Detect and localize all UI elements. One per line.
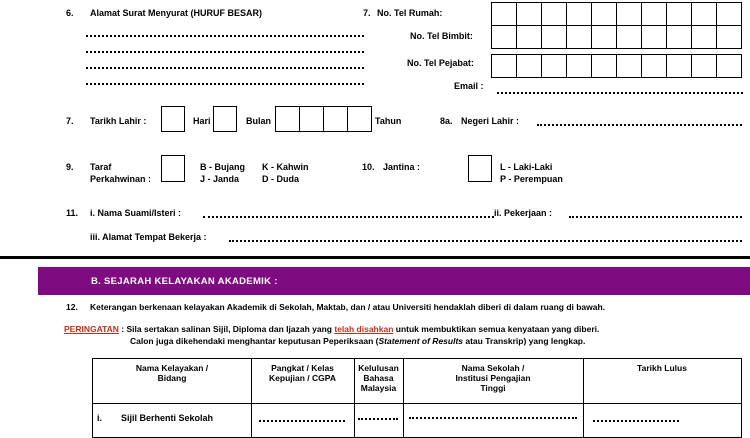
gender-label: Jantina : — [383, 162, 421, 172]
dob-year-grid[interactable] — [275, 106, 371, 131]
phone-mobile-label: No. Tel Bimbit: — [410, 31, 473, 41]
table-row-1-school-field[interactable] — [409, 417, 577, 419]
dob-number: 7. — [66, 116, 74, 126]
phone-office-grid[interactable] — [491, 54, 741, 77]
warning-text-4: atau Transkrip) yang lengkap. — [463, 336, 586, 346]
marital-option-b: B - Bujang — [200, 162, 245, 172]
address-number: 6. — [66, 8, 74, 18]
marital-label-2: Perkahwinan : — [90, 174, 152, 184]
address-line-1[interactable] — [86, 35, 364, 37]
warning-line-1 — [64, 324, 599, 334]
dob-day-box[interactable] — [161, 106, 185, 132]
address-line-4[interactable] — [86, 83, 364, 85]
spouse-work-address-label: iii. Alamat Tempat Bekerja : — [90, 232, 207, 242]
gender-option-p: P - Perempuan — [500, 174, 563, 184]
dob-month-box[interactable] — [213, 106, 237, 132]
marital-label-1: Taraf — [90, 162, 112, 172]
address-line-2[interactable] — [86, 51, 364, 53]
spouse-name-field[interactable] — [203, 216, 494, 218]
warning-line-2 — [130, 336, 585, 346]
warning-highlight: telah disahkan — [334, 324, 394, 334]
item12-number: 12. — [66, 302, 78, 312]
table-header-qualification: Nama Kelayakan / Bidang — [135, 363, 209, 383]
gender-option-l: L - Laki-Laki — [500, 162, 553, 172]
marital-option-k: K - Kahwin — [262, 162, 309, 172]
phone-home-label: No. Tel Rumah: — [377, 8, 443, 18]
warning-text-2: untuk membuktikan semua kenyataan yang diberi. — [393, 324, 600, 334]
table-row-1-date-field[interactable] — [593, 420, 679, 422]
section-b-title: B. SEJARAH KELAYAKAN AKADEMIK : — [91, 276, 278, 287]
dob-month-label: Bulan — [246, 116, 272, 126]
marital-option-d: D - Duda — [262, 174, 299, 184]
table-row-1-grade-field[interactable] — [259, 420, 345, 422]
item12-text: Keterangan berkenaan kelayakan Akademik di Sekolah, Maktab, dan / atau Universiti hendaklah diberi di dalam ruang di bawah. — [90, 302, 606, 312]
marital-number: 9. — [66, 162, 74, 172]
spouse-job-field[interactable] — [569, 216, 742, 218]
gender-number: 10. — [362, 162, 375, 172]
spouse-job-label: ii. Pekerjaan : — [494, 208, 553, 218]
qualification-table — [92, 358, 742, 438]
warning-emphasis: Statement of Results — [378, 336, 464, 346]
table-row-1-label: Sijil Berhenti Sekolah — [121, 413, 214, 423]
birth-state-field[interactable] — [537, 124, 742, 126]
spouse-work-address-field[interactable] — [229, 240, 742, 242]
address-line-3[interactable] — [86, 67, 364, 69]
section-divider — [0, 256, 750, 259]
dob-year-label: Tahun — [375, 116, 402, 126]
phone-number: 7. — [363, 8, 371, 18]
section-b-banner — [38, 267, 750, 295]
table-header-grade: Pangkat / Kelas Kepujian / CGPA — [269, 363, 336, 383]
marital-option-j: J - Janda — [200, 174, 240, 184]
phone-office-label: No. Tel Pejabat: — [407, 58, 474, 68]
warning-text-3: Calon juga dikehendaki menghantar keputusan Peperiksaan ( — [130, 336, 379, 346]
birth-state-number: 8a. — [440, 116, 453, 126]
table-row-1-number: i. — [97, 413, 103, 423]
birth-state-label: Negeri Lahir : — [461, 116, 520, 126]
email-field[interactable] — [497, 92, 743, 94]
warning-text-1: : Sila sertakan salinan Sijil, Diploma dan Ijazah yang — [118, 324, 335, 334]
email-label: Email : — [454, 81, 484, 91]
table-header-pass-date: Tarikh Lulus — [637, 363, 687, 373]
spouse-name-label: i. Nama Suami/Isteri : — [90, 208, 182, 218]
warning-label: PERINGATAN — [64, 324, 119, 334]
table-header-school: Nama Sekolah / Institusi Pengajian Tinggi — [455, 363, 531, 393]
spouse-number: 11. — [66, 208, 79, 218]
table-row-1-bm-field[interactable] — [358, 418, 398, 420]
dob-label: Tarikh Lahir : — [90, 116, 147, 126]
table-header-bm-pass: Kelulusan Bahasa Malaysia — [358, 363, 399, 393]
marital-status-box[interactable] — [161, 155, 185, 182]
address-label: Alamat Surat Menyurat (HURUF BESAR) — [90, 8, 263, 18]
phone-home-mobile-grid[interactable] — [491, 2, 741, 48]
gender-box[interactable] — [468, 155, 492, 182]
dob-day-label: Hari — [193, 116, 211, 126]
